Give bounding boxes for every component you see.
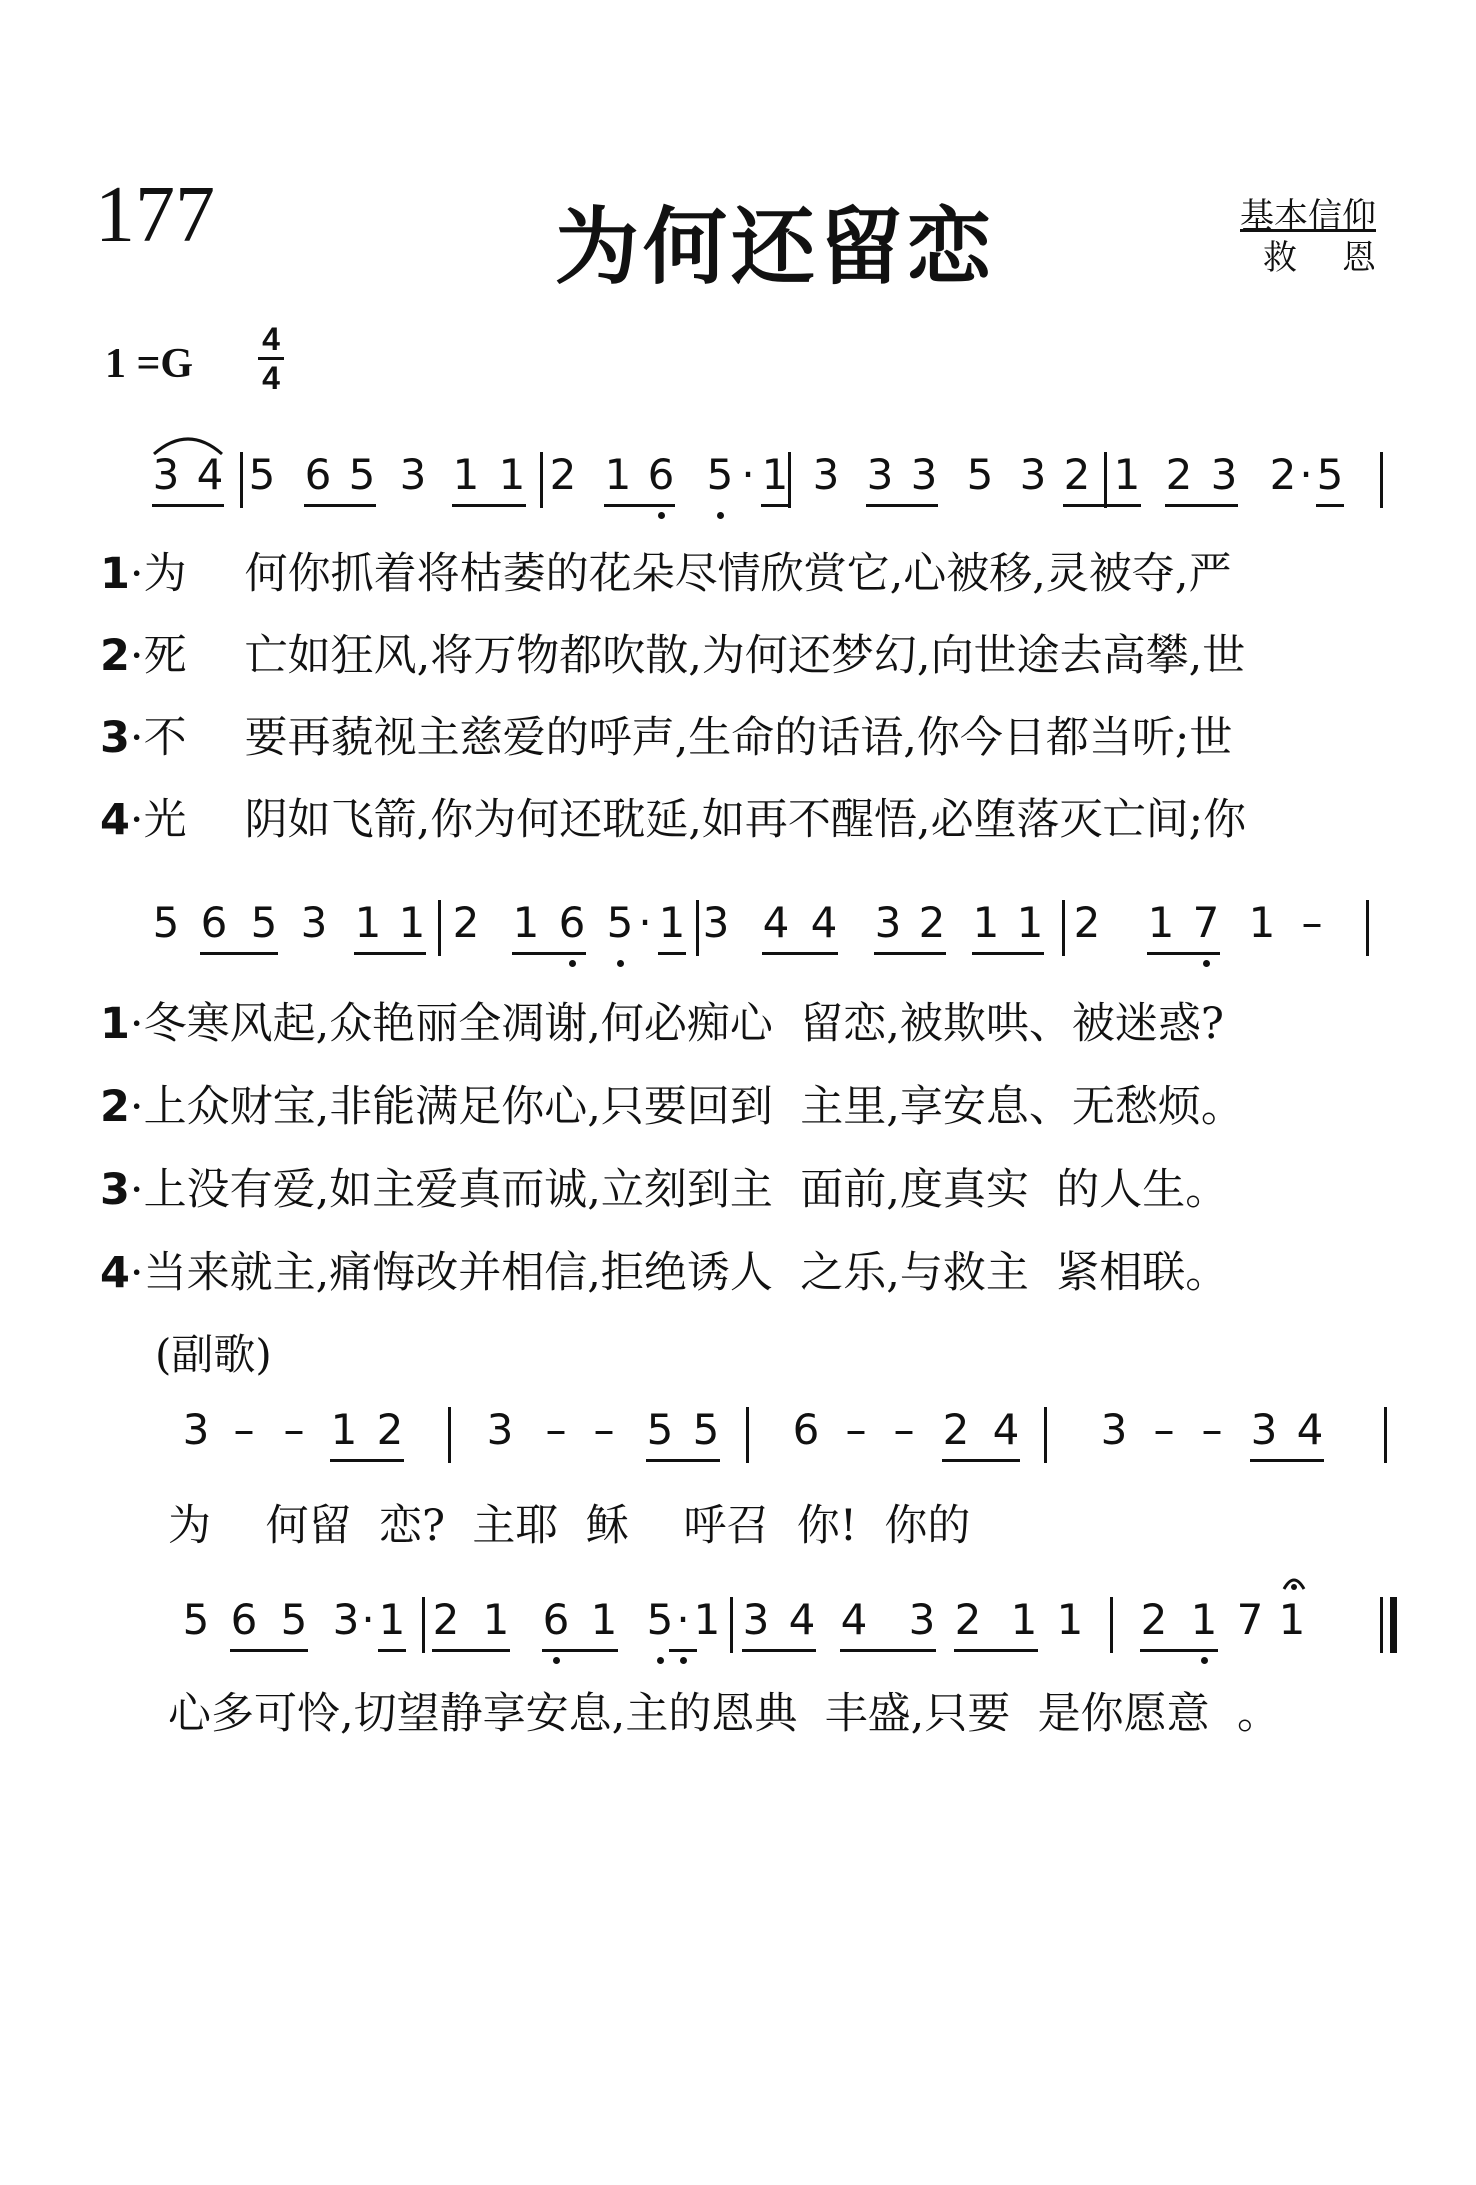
beam-underline	[761, 504, 789, 507]
verse-4-line-a: 4·光 阴如飞箭,你为何还耽延,如再不醒悟,必堕落灭亡间;你	[100, 795, 1247, 845]
note: 1	[452, 450, 480, 499]
note: 1	[354, 898, 382, 947]
chorus-label: (副歌)	[155, 1330, 272, 1379]
low-octave-dot	[569, 960, 576, 967]
note: 1	[512, 898, 540, 947]
note: 4	[810, 898, 838, 947]
note: 1	[378, 1595, 406, 1644]
barline	[448, 1407, 451, 1463]
barline	[1110, 1597, 1113, 1653]
note: 6	[792, 1405, 820, 1454]
dash-duration: –	[545, 1405, 567, 1454]
note: 6	[200, 898, 228, 947]
beam-underline	[1140, 1649, 1218, 1652]
beam-underline	[1316, 504, 1344, 507]
verse-2-line-a: 2·死 亡如狂风,将万物都吹散,为何还梦幻,向世途去高攀,世	[100, 631, 1246, 681]
note: 3	[152, 450, 180, 499]
fermata-mark	[1282, 1575, 1306, 1593]
note: 1	[972, 898, 1000, 947]
low-octave-dot	[1201, 1657, 1208, 1664]
note: 3	[300, 898, 328, 947]
note: 5	[152, 898, 180, 947]
note: 7	[1192, 898, 1220, 947]
note: 6	[558, 898, 586, 947]
note: 4	[196, 450, 224, 499]
beam-underline	[604, 504, 675, 507]
music-line-2	[0, 898, 1476, 968]
note: 3	[742, 1595, 770, 1644]
low-octave-dot	[617, 960, 624, 967]
dot-duration: ·	[676, 1595, 690, 1644]
low-octave-dot	[680, 1657, 687, 1664]
note: 3	[702, 898, 730, 947]
beam-underline	[1165, 504, 1238, 507]
note: 1	[1278, 1595, 1306, 1644]
beam-underline	[942, 1459, 1020, 1462]
beam-underline	[866, 504, 938, 507]
barline	[1380, 1597, 1383, 1653]
beam-underline	[542, 1649, 618, 1652]
note: 6	[542, 1595, 570, 1644]
note: 5	[692, 1405, 720, 1454]
verse-1-line-b: 1·冬寒风起,众艳丽全凋谢,何必痴心 留恋,被欺哄、被迷惑?	[100, 999, 1224, 1049]
barline	[1062, 900, 1065, 956]
category-sub: 救恩	[1263, 238, 1421, 278]
chorus-lyric-line-2: 心多可怜,切望静享安息,主的恩典 丰盛,只要 是你愿意 。	[168, 1689, 1281, 1739]
note: 2	[942, 1405, 970, 1454]
note: 1	[398, 898, 426, 947]
barline	[540, 452, 543, 508]
note: 5	[182, 1595, 210, 1644]
note: 2	[432, 1595, 460, 1644]
barline	[240, 452, 243, 508]
note: 6	[230, 1595, 258, 1644]
barline	[788, 452, 791, 508]
note: 1	[498, 450, 526, 499]
note: 4	[992, 1405, 1020, 1454]
beam-underline	[972, 952, 1044, 955]
time-signature	[258, 322, 284, 395]
note: 3	[1250, 1405, 1278, 1454]
note: 2	[954, 1595, 982, 1644]
beam-underline	[658, 952, 686, 955]
beam-underline	[304, 504, 376, 507]
note: 6	[304, 450, 332, 499]
dot-duration: ·	[361, 1595, 375, 1644]
barline	[1366, 900, 1369, 956]
note: 1	[1248, 898, 1276, 947]
note: 1	[1147, 898, 1175, 947]
note: 1	[1010, 1595, 1038, 1644]
barline	[1104, 452, 1107, 508]
beam-underline	[762, 952, 838, 955]
time-signature-bottom: 4	[262, 360, 280, 396]
beam-underline	[669, 1649, 697, 1652]
note: 3	[486, 1405, 514, 1454]
beam-underline	[954, 1649, 1038, 1652]
barline	[438, 900, 441, 956]
hymn-number: 177	[95, 171, 215, 259]
beam-underline	[152, 504, 224, 507]
barline	[730, 1597, 733, 1653]
dash-duration: –	[893, 1405, 915, 1454]
note: 1	[1113, 450, 1141, 499]
dot-duration: ·	[741, 450, 755, 499]
beam-underline	[1147, 952, 1220, 955]
note: 5	[706, 450, 734, 499]
note: 2	[918, 898, 946, 947]
beam-underline	[452, 504, 526, 507]
barline	[696, 900, 699, 956]
note: 1	[604, 450, 632, 499]
verse-2-line-b: 2·上众财宝,非能满足你心,只要回到 主里,享安息、无愁烦。	[100, 1082, 1244, 1132]
note: 4	[788, 1595, 816, 1644]
beam-underline	[1250, 1459, 1324, 1462]
music-line-1	[0, 450, 1476, 520]
low-octave-dot	[553, 1657, 560, 1664]
slur-mark	[150, 428, 226, 458]
beam-underline	[742, 1649, 816, 1652]
dash-duration: –	[593, 1405, 615, 1454]
note: 3	[812, 450, 840, 499]
dash-duration: –	[1153, 1405, 1175, 1454]
note: 5	[280, 1595, 308, 1644]
note: 5	[250, 898, 278, 947]
note: 2	[376, 1405, 404, 1454]
beam-underline	[378, 1649, 406, 1652]
note: 3	[874, 898, 902, 947]
note: 1	[1056, 1595, 1084, 1644]
note: 2	[1165, 450, 1193, 499]
note: 3	[399, 450, 427, 499]
note: 1	[693, 1595, 721, 1644]
note: 1	[330, 1405, 358, 1454]
note: 4	[1296, 1405, 1324, 1454]
verse-4-line-b: 4·当来就主,痛悔改并相信,拒绝诱人 之乐,与救主 紧相联。	[100, 1248, 1229, 1298]
note: 4	[762, 898, 790, 947]
note: 3	[866, 450, 894, 499]
note: 5	[1316, 450, 1344, 499]
barline	[1390, 1597, 1397, 1653]
music-line-3	[0, 1405, 1476, 1475]
note: 5	[646, 1595, 674, 1644]
category-main: 基本信仰	[1240, 196, 1376, 236]
dot-duration: ·	[638, 898, 652, 947]
dash-duration: –	[233, 1405, 255, 1454]
note: 2	[1063, 450, 1091, 499]
note: 5	[348, 450, 376, 499]
verse-3-line-a: 3·不 要再藐视主慈爱的呼声,生命的话语,你今日都当听;世	[100, 713, 1233, 763]
hymn-title: 为何还留恋	[555, 197, 996, 296]
note: 1	[1016, 898, 1044, 947]
music-line-4	[0, 1595, 1476, 1665]
note: 1	[761, 450, 789, 499]
note: 1	[1190, 1595, 1218, 1644]
note: 3	[182, 1405, 210, 1454]
low-octave-dot	[658, 512, 665, 519]
low-octave-dot	[1203, 960, 1210, 967]
dash-duration: –	[283, 1405, 305, 1454]
note: 3	[332, 1595, 360, 1644]
note: 3	[1100, 1405, 1128, 1454]
dash-duration: –	[1301, 898, 1323, 947]
barline	[1380, 452, 1383, 508]
note: 2	[1269, 450, 1297, 499]
note: 5	[606, 898, 634, 947]
note: 4	[840, 1595, 868, 1644]
beam-underline	[200, 952, 278, 955]
note: 2	[1073, 898, 1101, 947]
barline	[1384, 1407, 1387, 1463]
beam-underline	[1063, 504, 1141, 507]
verse-1-line-a: 1·为 何你抓着将枯萎的花朵尽情欣赏它,心被移,灵被夺,严	[100, 549, 1232, 599]
low-octave-dot	[717, 512, 724, 519]
key-signature: 1 =G	[105, 341, 194, 387]
dash-duration: –	[1201, 1405, 1223, 1454]
note: 3	[1210, 450, 1238, 499]
note: 5	[646, 1405, 674, 1454]
beam-underline	[230, 1649, 308, 1652]
beam-underline	[874, 952, 946, 955]
note: 1	[482, 1595, 510, 1644]
barline	[746, 1407, 749, 1463]
beam-underline	[512, 952, 586, 955]
note: 2	[549, 450, 577, 499]
verse-3-line-b: 3·上没有爱,如主爱真而诚,立刻到主 面前,度真实 的人生。	[100, 1165, 1229, 1215]
barline	[422, 1597, 425, 1653]
dash-duration: –	[845, 1405, 867, 1454]
beam-underline	[330, 1459, 404, 1462]
note: 6	[647, 450, 675, 499]
note: 1	[590, 1595, 618, 1644]
beam-underline	[354, 952, 426, 955]
low-octave-dot	[657, 1657, 664, 1664]
note: 1	[658, 898, 686, 947]
note: 5	[248, 450, 276, 499]
note: 2	[1140, 1595, 1168, 1644]
beam-underline	[840, 1649, 936, 1652]
beam-underline	[646, 1459, 720, 1462]
note: 5	[966, 450, 994, 499]
barline	[1044, 1407, 1047, 1463]
note: 7	[1236, 1595, 1264, 1644]
note: 3	[908, 1595, 936, 1644]
time-signature-top: 4	[262, 321, 280, 357]
note: 3	[1019, 450, 1047, 499]
dot-duration: ·	[1299, 450, 1313, 499]
chorus-lyric-line-1: 为 何留 恋? 主耶 稣 呼召 你! 你的	[168, 1501, 971, 1551]
note: 3	[910, 450, 938, 499]
note: 2	[452, 898, 480, 947]
beam-underline	[432, 1649, 510, 1652]
